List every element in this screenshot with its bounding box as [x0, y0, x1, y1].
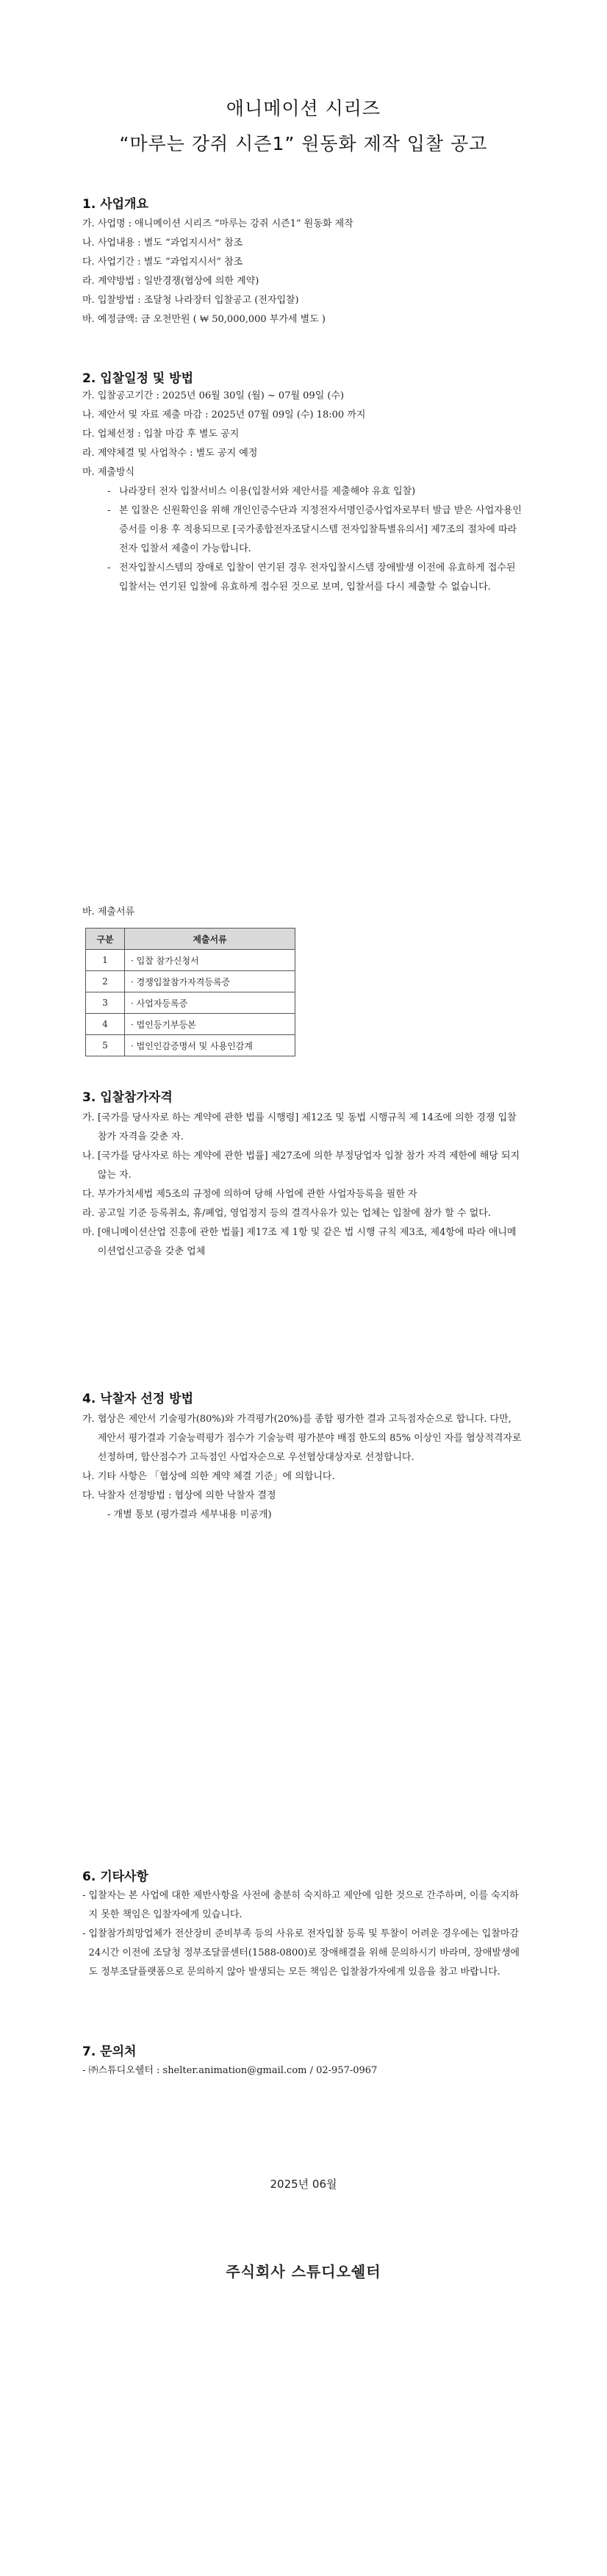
section7-heading: 7. 문의처 [82, 2044, 137, 2059]
item-text: 입찰공고기간 : 2025년 06월 30일 (월) ~ 07월 09일 (수) [97, 390, 345, 401]
item-text: 계약방법 : 일반경쟁(협상에 의한 계약) [97, 276, 259, 287]
section3-item-1 [82, 1109, 523, 1147]
item-text: 사업기간 : 별도 “과업지시서” 참조 [97, 257, 243, 268]
submission-docs-table [85, 928, 295, 1056]
item-mark: 라. [82, 1208, 95, 1219]
docs-label: 바. 제출서류 [82, 906, 135, 917]
bullet-dash: - [107, 486, 111, 497]
section6-item-2 [82, 1925, 523, 1982]
table-row [86, 1014, 295, 1035]
section3-item-2 [82, 1147, 523, 1185]
section1-item-6 [82, 310, 523, 329]
item-mark: 마. [82, 295, 95, 306]
section1-item-2 [82, 234, 523, 253]
method-item-1 [82, 482, 523, 501]
section4-item-3 [82, 1486, 523, 1506]
section3-item-4 [82, 1204, 523, 1223]
section3-list [82, 1109, 523, 1262]
item-text: 공고일 기준 등록취소, 휴/폐업, 영업정지 등의 결격사유가 있는 업체는 입찰에 참가 할 수 없다. [97, 1208, 491, 1219]
item-mark: 다. [82, 429, 95, 440]
table-cell: 1 [86, 950, 125, 971]
table-cell: 5 [86, 1035, 125, 1056]
item-mark: 가. [82, 1414, 95, 1425]
section6-list [82, 1886, 523, 1982]
method-item-2 [82, 501, 523, 559]
section1-list [82, 215, 523, 329]
doc-title-line1: 애니메이션 시리즈 [226, 98, 381, 119]
item-text: 사업명 : 애니메이션 시리즈 “마루는 강쥐 시즌1” 원동화 제작 [97, 218, 353, 229]
section2-heading: 2. 입찰일정 및 방법 [82, 371, 193, 386]
section4-item-2 [82, 1467, 523, 1486]
item-mark: 마. [82, 1227, 95, 1238]
table-cell: · 법인등기부등본 [125, 1014, 295, 1035]
item-text: 부가가치세법 제5조의 규정에 의하여 당해 사업에 관한 사업자등록을 필한 자 [97, 1189, 417, 1200]
footer-company: 주식회사 스튜디오쉘터 [226, 2263, 381, 2280]
item-mark: 바. [82, 314, 95, 325]
item-text: 계약체결 및 사업착수 : 별도 공지 예정 [97, 448, 258, 459]
item-mark: 가. [82, 218, 95, 229]
section1-item-1 [82, 215, 523, 234]
section1-item-3 [82, 253, 523, 272]
item-text: [애니메이션산업 진흥에 관한 법률] 제17조 제 1항 및 같은 법 시행 규칙 제3조, 제4항에 따라 애니메이션업신고증을 갖춘 업체 [97, 1227, 517, 1257]
table-cell: 4 [86, 1014, 125, 1035]
item-text: 입찰방법 : 조달청 나라장터 입찰공고 (전자입찰) [97, 295, 299, 306]
method-text: 전자입찰시스템의 장애로 입찰이 연기된 경우 전자입찰시스템 장애발생 이전에 유효하게 접수된 입찰서는 연기된 입찰에 유효하게 접수된 것으로 보며, 입찰서를 다시 제출할 수 없습니다. [119, 562, 516, 593]
item-mark: 라. [82, 276, 95, 287]
section3-item-3 [82, 1185, 523, 1204]
contact-line: - ㈜스튜디오쉘터 : shelter.animation@gmail.com / 02-957-0967 [82, 2065, 378, 2076]
item-text: 입찰자는 본 사업에 대한 제반사항을 사전에 충분히 숙지하고 제안에 임한 것으로 간주하며, 이를 숙지하지 못한 책임은 입찰자에게 있습니다. [88, 1890, 519, 1920]
method-item-3 [82, 559, 523, 597]
table-header-cell: 제출서류 [125, 929, 295, 950]
item-text: 사업내용 : 별도 “과업지시서” 참조 [97, 237, 243, 248]
item-text: [국가를 당사자로 하는 계약에 관한 법률] 제27조에 의한 부정당업자 입찰 참가 자격 제한에 해당 되지 않는 자. [97, 1151, 520, 1181]
table-row [86, 950, 295, 971]
method-text: 본 입찰은 신원확인을 위해 개인인증수단과 지정전자서명인증사업자로부터 발급 받은 사업자용인증서를 이용 후 적용되므로 [국가종합전자조달시스템 전자입찰특별유의서] 제7조의 절차에 따라 전자 입찰서 제출이 가능합니다. [119, 505, 522, 554]
table-cell: · 경쟁입찰참가자격등록증 [125, 971, 295, 992]
table-cell: 3 [86, 992, 125, 1014]
method-text: 나라장터 전자 입찰서비스 이용(입찰서와 제안서를 제출해야 유효 입찰) [119, 486, 416, 497]
bullet-dash: - [107, 505, 111, 516]
table-cell: · 입찰 참가신청서 [125, 950, 295, 971]
item-mark: 가. [82, 390, 95, 401]
section3-item-5 [82, 1223, 523, 1262]
item-text: 제안서 및 자료 제출 마감 : 2025년 07월 09일 (수) 18:00 까지 [97, 409, 366, 421]
item-mark: 다. [82, 1490, 95, 1501]
item-mark: 가. [82, 1112, 95, 1123]
section6-item-1 [82, 1886, 523, 1925]
table-row [86, 971, 295, 992]
item-mark: - [82, 1890, 86, 1901]
item-text: [국가를 당사자로 하는 계약에 관한 법률 시행령] 제12조 및 동법 시행규칙 제 14조에 의한 경쟁 입찰 참가 자격을 갖춘 자. [97, 1112, 517, 1142]
table-cell: · 법인인감증명서 및 사용인감계 [125, 1035, 295, 1056]
section3-heading: 3. 입찰참가자격 [82, 1090, 173, 1105]
doc-title-line2: “마루는 강쥐 시즌1” 원동화 제작 입찰 공고 [119, 133, 488, 154]
section1-heading: 1. 사업개요 [82, 197, 148, 212]
table-row [86, 992, 295, 1014]
bullet-dash: - [107, 562, 111, 573]
section1-item-5 [82, 291, 523, 310]
section2-item-3 [82, 425, 523, 444]
section2-item-5 [82, 463, 523, 482]
item-text: 업체선정 : 입찰 마감 후 별도 공지 [97, 429, 240, 440]
item-text: 입찰참가희망업체가 전산장비 준비부족 등의 사유로 전자입찰 등록 및 투찰이 어려운 경우에는 입찰마감 24시간 이전에 조달청 정부조달콜센터(1588-0800)로 장애해결을 위해 문의하시기 바라며, 장애발생에도 정부조달플랫폼으로 문의하지 않아 발생되는 모든 책임은 입찰참가자에게 있음을 참고 바랍니다. [88, 1928, 520, 1978]
table-header-cell: 구분 [86, 929, 125, 950]
section6-heading: 6. 기타사항 [82, 1870, 148, 1884]
table-header-row [86, 929, 295, 950]
item-text: 제출방식 [97, 467, 135, 478]
section2-item-2 [82, 406, 523, 425]
item-mark: 다. [82, 257, 95, 268]
item-text: 낙찰자 선정방법 : 협상에 의한 낙찰자 결정 [97, 1490, 276, 1501]
item-mark: 마. [82, 467, 95, 478]
item-text: 예정금액: 금 오천만원 ( ₩ 50,000,000 부가세 별도 ) [97, 314, 326, 325]
item-mark: 나. [82, 1151, 95, 1162]
item-mark: 다. [82, 1189, 95, 1200]
table-cell: 2 [86, 971, 125, 992]
item-mark: - [82, 1928, 86, 1939]
section4-item-1 [82, 1410, 523, 1467]
section1-item-4 [82, 272, 523, 291]
section4-list [82, 1410, 523, 1525]
table-cell: · 사업자등록증 [125, 992, 295, 1014]
item-mark: 나. [82, 409, 95, 421]
section2-item-1 [82, 387, 523, 406]
item-mark: 나. [82, 1471, 95, 1482]
item-text: 기타 사항은 「협상에 의한 계약 체결 기준」에 의합니다. [97, 1471, 335, 1482]
section2-list [82, 387, 523, 597]
section2-item-4 [82, 444, 523, 463]
item-mark: 라. [82, 448, 95, 459]
evaluation-note: - 개별 통보 (평가결과 세부내용 미공개) [107, 1509, 272, 1520]
table-row [86, 1035, 295, 1056]
footer-date: 2025년 06월 [270, 2178, 337, 2191]
section4-heading: 4. 낙찰자 선정 방법 [82, 1392, 193, 1406]
item-mark: 나. [82, 237, 95, 248]
item-text: 협상은 제안서 기술평가(80%)와 가격평가(20%)를 종합 평가한 결과 고득점자순으로 합니다. 다만, 제안서 평가결과 기술능력평가 점수가 기술능력 평가분야 배점 한도의 85% 이상인 자를 협상적격자로 선정하며, 합산점수가 고득점인 사업자순으로 우선협상대상자로 선정합니다. [97, 1414, 522, 1463]
